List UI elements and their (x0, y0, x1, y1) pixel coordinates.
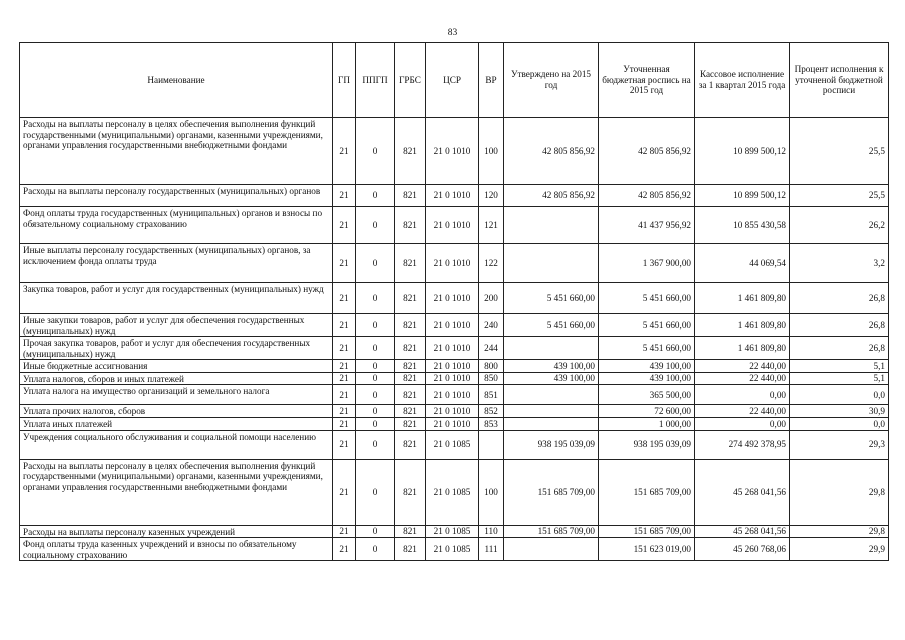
row-csr-cell: 21 0 1010 (426, 244, 479, 283)
row-name-cell: Уплата прочих налогов, сборов (20, 405, 333, 418)
row-approved-cell (504, 337, 599, 360)
column-header-approved: Утверждено на 2015 год (504, 43, 599, 118)
row-percent-cell: 0,0 (790, 385, 889, 405)
row-gp-cell: 21 (333, 372, 356, 385)
row-refined-cell: 42 805 856,92 (599, 118, 695, 185)
row-percent-cell: 29,8 (790, 459, 889, 525)
row-grbs-cell: 821 (395, 525, 426, 538)
row-ppgp-cell: 0 (356, 405, 395, 418)
row-vr-cell: 850 (479, 372, 504, 385)
row-vr-cell: 100 (479, 459, 504, 525)
row-grbs-cell: 821 (395, 405, 426, 418)
row-ppgp-cell: 0 (356, 385, 395, 405)
row-csr-cell: 21 0 1010 (426, 118, 479, 185)
table-row (20, 525, 889, 538)
row-refined-cell: 5 451 660,00 (599, 337, 695, 360)
row-csr-cell: 21 0 1085 (426, 538, 479, 561)
row-name-cell: Уплата иных платежей (20, 418, 333, 431)
row-gp-cell: 21 (333, 538, 356, 561)
row-approved-cell: 439 100,00 (504, 360, 599, 373)
row-percent-cell: 5,1 (790, 372, 889, 385)
row-cash-cell: 10 899 500,12 (695, 118, 790, 185)
row-name-cell: Уплата налога на имущество организаций и земельного налога (20, 385, 333, 405)
row-refined-cell: 42 805 856,92 (599, 185, 695, 207)
row-ppgp-cell: 0 (356, 244, 395, 283)
row-ppgp-cell: 0 (356, 418, 395, 431)
table-row (20, 185, 889, 207)
row-csr-cell: 21 0 1010 (426, 283, 479, 314)
row-vr-cell: 121 (479, 207, 504, 244)
row-refined-cell: 151 685 709,00 (599, 459, 695, 525)
row-name-cell: Прочая закупка товаров, работ и услуг для обеспечения государственных (муниципальных) нужд (20, 337, 333, 360)
page-number: 83 (447, 28, 458, 38)
table-row (20, 430, 889, 459)
table-row (20, 118, 889, 185)
row-grbs-cell: 821 (395, 430, 426, 459)
row-percent-cell: 25,5 (790, 185, 889, 207)
row-csr-cell: 21 0 1010 (426, 360, 479, 373)
row-approved-cell (504, 418, 599, 431)
row-gp-cell: 21 (333, 418, 356, 431)
row-grbs-cell: 821 (395, 372, 426, 385)
row-ppgp-cell: 0 (356, 207, 395, 244)
row-vr-cell: 800 (479, 360, 504, 373)
row-percent-cell: 26,8 (790, 337, 889, 360)
row-percent-cell: 29,9 (790, 538, 889, 561)
row-percent-cell: 29,3 (790, 430, 889, 459)
row-grbs-cell: 821 (395, 118, 426, 185)
row-name-cell: Учреждения социального обслуживания и социальной помощи населению (20, 430, 333, 459)
column-header-refined: Уточненная бюджетная роспись на 2015 год (599, 43, 695, 118)
row-grbs-cell: 821 (395, 418, 426, 431)
column-header-ppgp: ППГП (356, 43, 395, 118)
row-percent-cell: 5,1 (790, 360, 889, 373)
row-grbs-cell: 821 (395, 207, 426, 244)
row-gp-cell: 21 (333, 118, 356, 185)
row-csr-cell: 21 0 1010 (426, 405, 479, 418)
table-row (20, 244, 889, 283)
row-ppgp-cell: 0 (356, 538, 395, 561)
row-refined-cell: 1 000,00 (599, 418, 695, 431)
row-gp-cell: 21 (333, 314, 356, 337)
row-csr-cell: 21 0 1010 (426, 207, 479, 244)
row-percent-cell: 0,0 (790, 418, 889, 431)
row-csr-cell: 21 0 1010 (426, 185, 479, 207)
row-cash-cell: 0,00 (695, 385, 790, 405)
row-grbs-cell: 821 (395, 337, 426, 360)
row-approved-cell: 5 451 660,00 (504, 314, 599, 337)
row-ppgp-cell: 0 (356, 118, 395, 185)
row-refined-cell: 439 100,00 (599, 360, 695, 373)
table-row (20, 538, 889, 561)
table-row (20, 314, 889, 337)
row-ppgp-cell: 0 (356, 185, 395, 207)
row-approved-cell: 151 685 709,00 (504, 459, 599, 525)
row-refined-cell: 365 500,00 (599, 385, 695, 405)
table-row (20, 207, 889, 244)
column-header-vr: ВР (479, 43, 504, 118)
row-vr-cell: 200 (479, 283, 504, 314)
row-name-cell: Расходы на выплаты персоналу государственных (муниципальных) органов (20, 185, 333, 207)
row-refined-cell: 151 685 709,00 (599, 525, 695, 538)
row-csr-cell: 21 0 1010 (426, 337, 479, 360)
row-approved-cell: 42 805 856,92 (504, 118, 599, 185)
row-grbs-cell: 821 (395, 385, 426, 405)
row-cash-cell: 45 268 041,56 (695, 459, 790, 525)
row-name-cell: Иные закупки товаров, работ и услуг для обеспечения государственных (муниципальных) нужд (20, 314, 333, 337)
row-grbs-cell: 821 (395, 314, 426, 337)
row-cash-cell: 22 440,00 (695, 360, 790, 373)
row-ppgp-cell: 0 (356, 360, 395, 373)
row-approved-cell: 5 451 660,00 (504, 283, 599, 314)
row-vr-cell: 111 (479, 538, 504, 561)
row-cash-cell: 44 069,54 (695, 244, 790, 283)
table-row (20, 372, 889, 385)
row-vr-cell: 100 (479, 118, 504, 185)
row-csr-cell: 21 0 1010 (426, 372, 479, 385)
row-vr-cell: 122 (479, 244, 504, 283)
row-gp-cell: 21 (333, 207, 356, 244)
row-vr-cell: 120 (479, 185, 504, 207)
row-grbs-cell: 821 (395, 459, 426, 525)
row-csr-cell: 21 0 1010 (426, 418, 479, 431)
row-cash-cell: 10 855 430,58 (695, 207, 790, 244)
row-ppgp-cell: 0 (356, 337, 395, 360)
column-header-csr: ЦСР (426, 43, 479, 118)
row-refined-cell: 72 600,00 (599, 405, 695, 418)
table-body (20, 118, 889, 561)
row-gp-cell: 21 (333, 244, 356, 283)
row-percent-cell: 3,2 (790, 244, 889, 283)
row-csr-cell: 21 0 1085 (426, 430, 479, 459)
row-cash-cell: 274 492 378,95 (695, 430, 790, 459)
row-percent-cell: 25,5 (790, 118, 889, 185)
row-gp-cell: 21 (333, 385, 356, 405)
row-ppgp-cell: 0 (356, 525, 395, 538)
row-approved-cell: 151 685 709,00 (504, 525, 599, 538)
row-name-cell: Фонд оплаты труда государственных (муниципальных) органов и взносы по обязательному социальному страхованию (20, 207, 333, 244)
row-csr-cell: 21 0 1010 (426, 385, 479, 405)
row-cash-cell: 22 440,00 (695, 372, 790, 385)
row-cash-cell: 22 440,00 (695, 405, 790, 418)
row-approved-cell: 938 195 039,09 (504, 430, 599, 459)
row-gp-cell: 21 (333, 185, 356, 207)
row-cash-cell: 1 461 809,80 (695, 314, 790, 337)
row-vr-cell: 851 (479, 385, 504, 405)
table-row (20, 459, 889, 525)
budget-table (19, 42, 889, 561)
row-refined-cell: 1 367 900,00 (599, 244, 695, 283)
row-cash-cell: 1 461 809,80 (695, 283, 790, 314)
row-cash-cell: 45 260 768,06 (695, 538, 790, 561)
column-header-name: Наименование (20, 43, 333, 118)
row-grbs-cell: 821 (395, 244, 426, 283)
row-vr-cell: 853 (479, 418, 504, 431)
row-refined-cell: 41 437 956,92 (599, 207, 695, 244)
row-approved-cell: 42 805 856,92 (504, 185, 599, 207)
row-approved-cell (504, 207, 599, 244)
row-name-cell: Закупка товаров, работ и услуг для государственных (муниципальных) нужд (20, 283, 333, 314)
row-refined-cell: 5 451 660,00 (599, 314, 695, 337)
table-row (20, 360, 889, 373)
row-gp-cell: 21 (333, 283, 356, 314)
row-approved-cell: 439 100,00 (504, 372, 599, 385)
row-refined-cell: 439 100,00 (599, 372, 695, 385)
row-name-cell: Иные выплаты персоналу государственных (муниципальных) органов, за исключением фонда оплаты труда (20, 244, 333, 283)
table-row (20, 337, 889, 360)
row-gp-cell: 21 (333, 337, 356, 360)
row-gp-cell: 21 (333, 525, 356, 538)
column-header-grbs: ГРБС (395, 43, 426, 118)
row-percent-cell: 26,8 (790, 314, 889, 337)
row-csr-cell: 21 0 1010 (426, 314, 479, 337)
row-vr-cell: 244 (479, 337, 504, 360)
row-cash-cell: 10 899 500,12 (695, 185, 790, 207)
row-percent-cell: 26,8 (790, 283, 889, 314)
row-refined-cell: 938 195 039,09 (599, 430, 695, 459)
row-ppgp-cell: 0 (356, 314, 395, 337)
row-name-cell: Уплата налогов, сборов и иных платежей (20, 372, 333, 385)
row-approved-cell (504, 538, 599, 561)
row-refined-cell: 151 623 019,00 (599, 538, 695, 561)
row-percent-cell: 29,8 (790, 525, 889, 538)
row-cash-cell: 1 461 809,80 (695, 337, 790, 360)
row-percent-cell: 30,9 (790, 405, 889, 418)
row-ppgp-cell: 0 (356, 459, 395, 525)
row-name-cell: Расходы на выплаты персоналу казенных учреждений (20, 525, 333, 538)
table-row (20, 283, 889, 314)
row-cash-cell: 45 268 041,56 (695, 525, 790, 538)
row-gp-cell: 21 (333, 405, 356, 418)
row-grbs-cell: 821 (395, 283, 426, 314)
row-ppgp-cell: 0 (356, 283, 395, 314)
row-approved-cell (504, 244, 599, 283)
column-header-gp: ГП (333, 43, 356, 118)
row-vr-cell: 110 (479, 525, 504, 538)
row-vr-cell (479, 430, 504, 459)
row-ppgp-cell: 0 (356, 430, 395, 459)
row-name-cell: Расходы на выплаты персоналу в целях обеспечения выполнения функций государственными (муниципальными) органами, казенными учреждениями, органами управления государственными внебюджетными фондами (20, 459, 333, 525)
row-percent-cell: 26,2 (790, 207, 889, 244)
row-name-cell: Иные бюджетные ассигнования (20, 360, 333, 373)
table-row (20, 385, 889, 405)
table-row (20, 405, 889, 418)
row-gp-cell: 21 (333, 360, 356, 373)
table-row (20, 418, 889, 431)
row-approved-cell (504, 385, 599, 405)
row-refined-cell: 5 451 660,00 (599, 283, 695, 314)
row-gp-cell: 21 (333, 459, 356, 525)
column-header-percent: Процент исполнения к уточненой бюджетной росписи (790, 43, 889, 118)
row-csr-cell: 21 0 1085 (426, 459, 479, 525)
row-vr-cell: 852 (479, 405, 504, 418)
row-cash-cell: 0,00 (695, 418, 790, 431)
row-vr-cell: 240 (479, 314, 504, 337)
row-name-cell: Фонд оплаты труда казенных учреждений и взносы по обязательному социальному страхованию (20, 538, 333, 561)
row-ppgp-cell: 0 (356, 372, 395, 385)
column-header-cash: Кассовое исполнение за 1 квартал 2015 года (695, 43, 790, 118)
row-name-cell: Расходы на выплаты персоналу в целях обеспечения выполнения функций государственными (муниципальными) органами, казенными учреждениями, органами управления государственными внебюджетными фондами (20, 118, 333, 185)
row-approved-cell (504, 405, 599, 418)
row-csr-cell: 21 0 1085 (426, 525, 479, 538)
row-grbs-cell: 821 (395, 360, 426, 373)
row-gp-cell: 21 (333, 430, 356, 459)
table-header-row (20, 43, 889, 118)
row-grbs-cell: 821 (395, 538, 426, 561)
row-grbs-cell: 821 (395, 185, 426, 207)
